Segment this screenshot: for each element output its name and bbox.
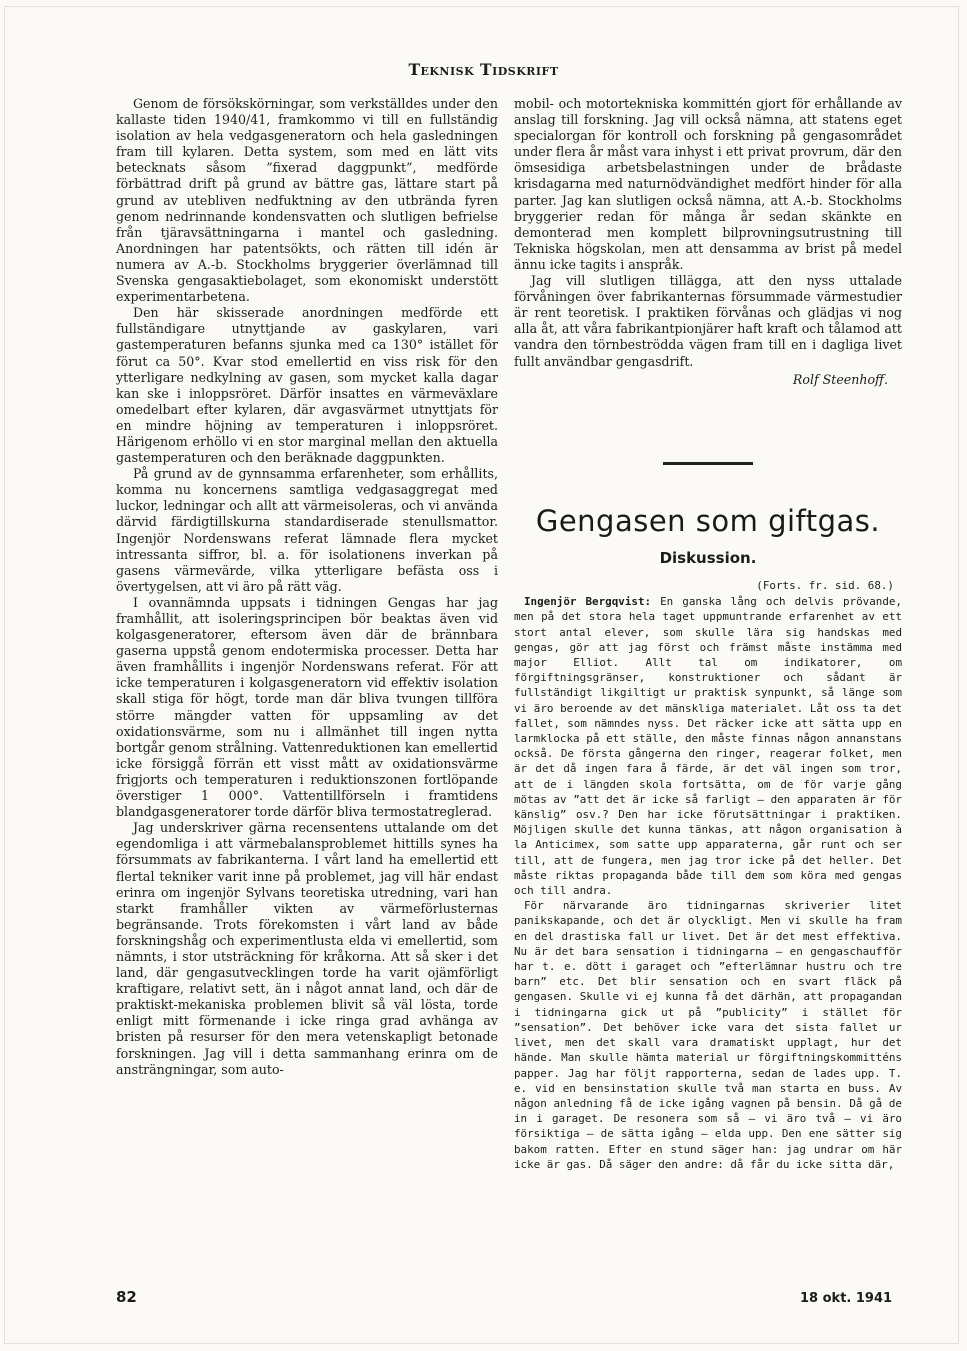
page-number: 82 — [116, 1288, 137, 1306]
paragraph: Jag vill slutligen tillägga, att den nyss uttalade förvåningen över fabrikanternas försummade värmestudier är rent teoretisk. I praktiken förvånas och glädjas vi nog alla åt, att våra fabrikantpionjärer haft kraft och tålamod att vandra den törnbeströdda vägen fram till en i dagliga livet fullt användbar gengasdrift. — [514, 273, 902, 369]
paragraph-text: En ganska lång och delvis prövande, men på det stora hela taget uppmuntrande erfarenhet av ett stort antal elever, som skulle lära sig handskas med gengas, gör att jag först och främst måste instämma med major Elliot. Allt tal om indikatorer, om förgiftningsgränser, konstruktioner och sådant är fullständigt likgiltigt ur praktisk synpunkt, så länge som vi äro beroende av det mänskliga materialet. Låt oss ta det fallet, som nämndes nyss. Det räcker icke att sätta upp en larmklocka på ett ställe, den måste finnas någon annanstans också. De första gångerna den ringer, reagerar folket, men är det då ingen fara å färde, är det väl ingen som tror, att de i längden skola fortsätta, om de för varje gång mötas av ”att det är icke så farligt — den apparaten är för känslig” osv.? Den har icke förutsättningar i praktiken. Möjligen skulle det kunna tänkas, att någon organisation à la Anticimex, som satte upp apparaterna, går runt och ser till, att de fungera, men jag tror icke på det heller. Det måste riktas propaganda både till dem som köra med gengas och till andra. — [514, 595, 902, 898]
paragraph — [514, 594, 902, 898]
left-column — [116, 96, 498, 1078]
speaker-name: Ingenjör Bergqvist: — [524, 595, 652, 609]
author-signature: Rolf Steenhoff. — [792, 371, 888, 387]
paragraph: Genom de försökskörningar, som verkställdes under den kallaste tiden 1940/41, framkommo vi till en fullständig isolation av hela vedgasgeneratorn och hela gasledningen fram till kylaren. Detta system, som med en lätt vits betecknats såsom ”fixerad daggpunkt”, medförde förbättrad drift på grund av bättre gas, lättare start på grund av utebliven nedfuktning av den utbrända fyren genom nedrinnande kondensvatten och slutligen befrielse från tjäravsättningarna i mantel och gasledning. Anordningen har patentsökts, och rätten till idén är numera av A.-b. Stockholms bryggerier överlämnad till Svenska gengasaktiebolaget, som ekonomiskt understött experimentarbetena. — [116, 96, 498, 305]
paragraph: Den här skisserade anordningen medförde ett fullständigare utnyttjande av gaskylaren, vari gastemperaturen befanns sjunka med ca 130° istället för förut ca 50°. Kvar stod emellertid en viss risk för den ytterligare nedkylning av gasen, som mycket kalla dagar kan ske i inloppsröret. Därför insattes en värmeväxlare omedelbart efter kylaren, där avgasvärmet utnyttjats för en mindre höjning av temperaturen i inloppsröret. Härigenom erhöllo vi en stor marginal mellan den aktuella gastemperaturen och den beräknade daggpunkten. — [116, 305, 498, 466]
issue-date: 18 okt. 1941 — [800, 1291, 893, 1306]
paragraph: På grund av de gynnsamma erfarenheter, som erhållits, komma nu koncernens samtliga vedgasaggregat med luckor, ledningar och allt att värmeisoleras, och vi använda därvid färdigtillskurna standardiserade stenullsmattor. Ingenjör Nordenswans referat lämnade flera mycket intressanta siffror, bl. a. för isolationens inverkan på gasens värmevärde, vilka ytterligare befästa oss i övertygelsen, att vi äro på rätt väg. — [116, 466, 498, 594]
continuation-note: (Forts. fr. sid. 68.) — [756, 579, 894, 592]
article-body — [514, 578, 902, 1172]
right-column-top — [514, 96, 902, 388]
section-divider — [663, 462, 753, 465]
article-title: Gengasen som giftgas. — [535, 504, 881, 538]
article-subtitle: Diskussion. — [659, 549, 757, 567]
journal-header: Teknisk Tidskrift — [408, 60, 559, 79]
paragraph: mobil- och motortekniska kommittén gjort för erhållande av anslag till forskning. Jag vill också nämna, att statens eget specialorgan för kontroll och forskning på gengasområdet under flera år måst vara inhyst i ett privat provrum, där den ömsesidiga arbetsbelastningen under de brådaste krisdagarna med naturnödvändighet medfört hinder för alla parter. Jag kan slutligen också nämna, att A.-b. Stockholms bryggerier redan för många år sedan skänkte en demonterad men komplett bilprovningsutrustning till Tekniska högskolan, men att densamma av brist på medel ännu icke tagits i anspråk. — [514, 96, 902, 272]
paragraph: Jag underskriver gärna recensentens uttalande om det egendomliga i att värmebalansproblemet hittills synes ha försummats av fabrikanterna. I vårt land ha emellertid ett flertal tekniker varit inne på problemet, jag vill här endast erinra om ingenjör Sylvans teoretiska utredning, vari han starkt framhåller vikten av värmeförlusternas begränsande. Trots förekomsten i vårt land av både forskningshåg och experimentlusta elda vi emellertid, som nämnts, i stor utsträckning för kråkorna. Att så sker i det land, där gengasutvecklingen torde ha varit ojämförligt kraftigare, relativt sett, än i något annat land, och där de praktiskt-mekaniska problemen blivit så väl lösta, torde enligt mitt förmenande i icke ringa grad avhänga av bristen på resurser för den mera vetenskapligt betonade forskningen. Jag vill i detta sammanhang erinra om de ansträngningar, som auto- — [116, 820, 498, 1077]
paragraph: För närvarande äro tidningarnas skriverier litet panikskapande, och det är olyckligt. Men vi skulle ha fram en del drastiska fall ur livet. Det är det mest effektiva. Nu är det bara sensation i tidningarna — en gengaschaufför har t. e. dött i garaget och ”efterlämnar hustru och tre barn” etc. Det blir sensation och en svart fläck på gengasen. Skulle vi ej kunna få det därhän, att propagandan i tidningarna gick ut på ”publicity” i stället för ”sensation”. Det behöver icke vara det sista fallet ur livet, men det skall vara dramatiskt upplagt, hur det hände. Man skulle hämta material ur förgiftningskommitténs papper. Jag har följt rapporterna, sedan de lades upp. T. e. vid en bensinstation skulle två man starta en buss. Av någon anledning få de icke igång vagnen på bensin. Då gå de in i garaget. De resonera som så — vi äro två — vi äro försiktiga — de sätta igång — elda upp. Den ene sätter sig bakom ratten. Efter en stund säger han: jag undrar om här icke är gas. Då säger den andre: då får du icke sitta där, — [514, 899, 902, 1171]
paragraph: I ovannämnda uppsats i tidningen Gengas har jag framhållit, att isoleringsprincipen bör beaktas även vid kolgasgeneratorer, eftersom även där de brännbara gaserna uppstå genom endotermiska processer. Detta har även framhållits i ingenjör Nordenswans referat. För att icke temperaturen i kolgasgeneratorn vid effektiv isolation skall stiga för högt, torde man där bliva tvungen tillföra större mängder vatten för uppsamling av det oxidationsvärme, som nu i allmänhet till ingen nytta bortgår genom strålning. Vattenreduktionen kan emellertid icke försiggå förrän ett visst mått av oxidationsvärme frigjorts och temperaturen i reduktionszonen fortlöpande överstiger 1 000°. Vattentillförseln i framtidens blandgasgeneratorer torde därför bliva termostatreglerad. — [116, 594, 498, 820]
